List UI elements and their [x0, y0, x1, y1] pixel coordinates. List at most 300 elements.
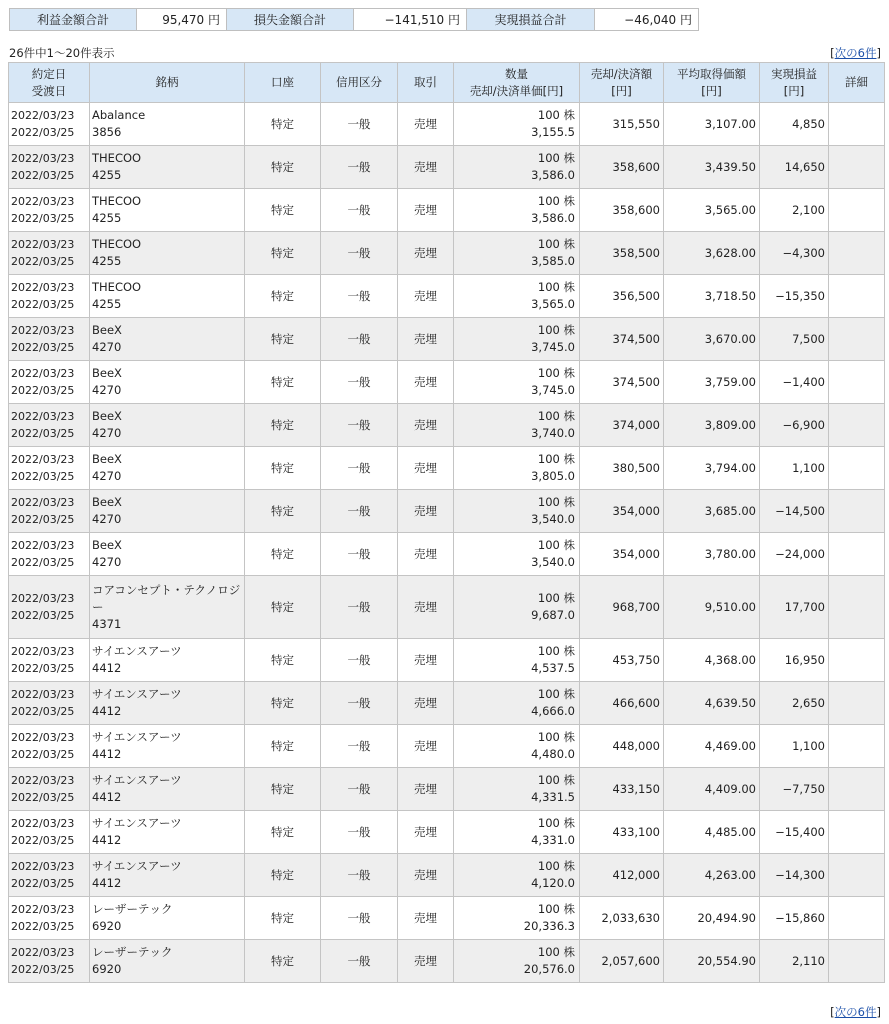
- detail-cell[interactable]: [829, 361, 885, 404]
- next-page-link[interactable]: 次の6件: [834, 46, 877, 60]
- table-row: [9, 146, 885, 189]
- table-row: [9, 533, 885, 576]
- stock-name: サイエンスアーツ: [92, 816, 182, 830]
- margin-cell: 一般: [321, 682, 398, 725]
- amount-cell: 433,150: [580, 768, 664, 811]
- stock-name: THECOO: [92, 194, 142, 208]
- detail-cell[interactable]: [829, 275, 885, 318]
- trade-date: 2022/03/23: [11, 731, 75, 744]
- amount-cell: 2,057,600: [580, 940, 664, 983]
- settle-date: 2022/03/25: [11, 470, 75, 483]
- net-total-label: 実現損益合計: [467, 9, 595, 31]
- stock-cell: [90, 275, 245, 318]
- margin-cell: 一般: [321, 897, 398, 940]
- unit-price: 3,745.0: [531, 383, 575, 397]
- summary-bar: [9, 8, 699, 31]
- margin-cell: 一般: [321, 361, 398, 404]
- margin-cell: 一般: [321, 318, 398, 361]
- trade-date: 2022/03/23: [11, 539, 75, 552]
- stock-cell: [90, 576, 245, 639]
- qty-cell: [454, 404, 580, 447]
- date-cell: [9, 897, 90, 940]
- pnl-cell: 14,650: [760, 146, 829, 189]
- trade-date: 2022/03/23: [11, 238, 75, 251]
- stock-code: 4270: [92, 469, 122, 483]
- table-row: [9, 404, 885, 447]
- margin-cell: 一般: [321, 103, 398, 146]
- pager-bottom: [830, 1004, 881, 1020]
- trade-date: 2022/03/23: [11, 860, 75, 873]
- date-cell: [9, 854, 90, 897]
- stock-name: BeeX: [92, 323, 122, 337]
- margin-cell: 一般: [321, 275, 398, 318]
- table-row: [9, 275, 885, 318]
- table-row: [9, 940, 885, 983]
- quantity: 100 株: [537, 452, 575, 466]
- account-cell: 特定: [245, 854, 321, 897]
- stock-cell: [90, 725, 245, 768]
- amount-cell: 358,600: [580, 189, 664, 232]
- settle-date: 2022/03/25: [11, 255, 75, 268]
- pnl-cell: 4,850: [760, 103, 829, 146]
- qty-cell: [454, 811, 580, 854]
- stock-name: THECOO: [92, 151, 142, 165]
- pnl-cell: −7,750: [760, 768, 829, 811]
- quantity: 100 株: [537, 538, 575, 552]
- settle-date: 2022/03/25: [11, 662, 75, 675]
- stock-cell: [90, 897, 245, 940]
- date-cell: [9, 275, 90, 318]
- stock-code: 4412: [92, 661, 122, 675]
- qty-cell: [454, 189, 580, 232]
- table-row: [9, 361, 885, 404]
- settle-date: 2022/03/25: [11, 427, 75, 440]
- pnl-cell: −15,400: [760, 811, 829, 854]
- header-avg: [664, 63, 760, 103]
- detail-cell[interactable]: [829, 146, 885, 189]
- account-cell: 特定: [245, 361, 321, 404]
- header-pnl: [760, 63, 829, 103]
- unit-price: 4,480.0: [531, 747, 575, 761]
- avg-cost-cell: 3,759.00: [664, 361, 760, 404]
- stock-code: 4255: [92, 211, 122, 225]
- detail-cell[interactable]: [829, 639, 885, 682]
- trade-date: 2022/03/23: [11, 688, 75, 701]
- trade-type-cell: 売埋: [398, 361, 454, 404]
- table-row: [9, 639, 885, 682]
- pnl-cell: −4,300: [760, 232, 829, 275]
- qty-cell: [454, 639, 580, 682]
- header-qty-label: 数量: [505, 66, 528, 81]
- detail-cell[interactable]: [829, 533, 885, 576]
- amount-cell: 374,500: [580, 361, 664, 404]
- stock-cell: [90, 682, 245, 725]
- stock-code: 4412: [92, 790, 122, 804]
- account-cell: 特定: [245, 318, 321, 361]
- quantity: 100 株: [537, 945, 575, 959]
- table-row: [9, 232, 885, 275]
- header-price-label: 売却/決済単価[円]: [469, 83, 564, 98]
- margin-cell: 一般: [321, 725, 398, 768]
- stock-cell: [90, 533, 245, 576]
- qty-cell: [454, 232, 580, 275]
- qty-cell: [454, 725, 580, 768]
- unit-price: 3,586.0: [531, 211, 575, 225]
- pnl-cell: −1,400: [760, 361, 829, 404]
- detail-cell[interactable]: [829, 189, 885, 232]
- settle-date: 2022/03/25: [11, 920, 75, 933]
- trade-date: 2022/03/23: [11, 946, 75, 959]
- stock-code: 4270: [92, 340, 122, 354]
- stock-name: THECOO: [92, 280, 142, 294]
- unit-price: 3,745.0: [531, 340, 575, 354]
- qty-cell: [454, 682, 580, 725]
- margin-cell: 一般: [321, 490, 398, 533]
- profit-total-value: 95,470 円: [137, 9, 227, 31]
- detail-cell[interactable]: [829, 897, 885, 940]
- settle-date: 2022/03/25: [11, 384, 75, 397]
- amount-cell: 968,700: [580, 576, 664, 639]
- pnl-cell: 2,110: [760, 940, 829, 983]
- trade-date: 2022/03/23: [11, 592, 75, 605]
- margin-cell: 一般: [321, 533, 398, 576]
- trade-type-cell: 売埋: [398, 103, 454, 146]
- avg-cost-cell: 3,670.00: [664, 318, 760, 361]
- quantity: 100 株: [537, 644, 575, 658]
- date-cell: [9, 725, 90, 768]
- stock-name: サイエンスアーツ: [92, 859, 182, 873]
- unit-price: 3,155.5: [531, 125, 575, 139]
- stock-name: コアコンセプト・テクノロジー: [92, 582, 241, 614]
- quantity: 100 株: [537, 816, 575, 830]
- quantity: 100 株: [537, 280, 575, 294]
- avg-cost-cell: 3,718.50: [664, 275, 760, 318]
- header-trade: 取引: [398, 63, 454, 103]
- date-cell: [9, 490, 90, 533]
- trade-history-table: [8, 62, 885, 983]
- account-cell: 特定: [245, 447, 321, 490]
- avg-cost-cell: 4,263.00: [664, 854, 760, 897]
- unit-price: 4,331.0: [531, 833, 575, 847]
- result-count: 26件中1～20件表示: [9, 46, 115, 60]
- stock-code: 4270: [92, 512, 122, 526]
- stock-name: BeeX: [92, 409, 122, 423]
- account-cell: 特定: [245, 725, 321, 768]
- settle-date: 2022/03/25: [11, 834, 75, 847]
- trade-type-cell: 売埋: [398, 768, 454, 811]
- amount-cell: 356,500: [580, 275, 664, 318]
- stock-name: THECOO: [92, 237, 142, 251]
- date-cell: [9, 404, 90, 447]
- settle-date: 2022/03/25: [11, 341, 75, 354]
- trade-date: 2022/03/23: [11, 453, 75, 466]
- unit-price: 4,537.5: [531, 661, 575, 675]
- pnl-cell: −6,900: [760, 404, 829, 447]
- trade-date: 2022/03/23: [11, 496, 75, 509]
- settle-date: 2022/03/25: [11, 556, 75, 569]
- table-row: [9, 576, 885, 639]
- detail-cell[interactable]: [829, 404, 885, 447]
- stock-cell: [90, 811, 245, 854]
- stock-code: 4255: [92, 254, 122, 268]
- stock-name: サイエンスアーツ: [92, 730, 182, 744]
- stock-name: BeeX: [92, 366, 122, 380]
- header-account: 口座: [245, 63, 321, 103]
- avg-cost-cell: 9,510.00: [664, 576, 760, 639]
- amount-cell: 412,000: [580, 854, 664, 897]
- account-cell: 特定: [245, 404, 321, 447]
- account-cell: 特定: [245, 576, 321, 639]
- unit-price: 3,540.0: [531, 555, 575, 569]
- detail-cell[interactable]: [829, 682, 885, 725]
- quantity: 100 株: [537, 409, 575, 423]
- date-cell: [9, 682, 90, 725]
- trade-type-cell: 売埋: [398, 854, 454, 897]
- date-cell: [9, 940, 90, 983]
- unit-price: 20,336.3: [523, 919, 575, 933]
- qty-cell: [454, 318, 580, 361]
- trade-date: 2022/03/23: [11, 109, 75, 122]
- unit-price: 3,805.0: [531, 469, 575, 483]
- avg-cost-cell: 4,409.00: [664, 768, 760, 811]
- profit-total-label: 利益金額合計: [10, 9, 137, 31]
- header-amount-unit: [円]: [611, 83, 632, 98]
- margin-cell: 一般: [321, 811, 398, 854]
- stock-code: 4412: [92, 704, 122, 718]
- quantity: 100 株: [537, 237, 575, 251]
- pnl-cell: 7,500: [760, 318, 829, 361]
- margin-cell: 一般: [321, 189, 398, 232]
- amount-cell: 358,500: [580, 232, 664, 275]
- stock-cell: [90, 854, 245, 897]
- qty-cell: [454, 103, 580, 146]
- table-row: [9, 682, 885, 725]
- settle-date: 2022/03/25: [11, 705, 75, 718]
- pager-bracket-close: ]: [876, 46, 881, 60]
- avg-cost-cell: 20,554.90: [664, 940, 760, 983]
- account-cell: 特定: [245, 768, 321, 811]
- date-cell: [9, 189, 90, 232]
- trade-date: 2022/03/23: [11, 324, 75, 337]
- table-row: [9, 768, 885, 811]
- pager-top: [830, 45, 881, 61]
- table-row: [9, 103, 885, 146]
- qty-cell: [454, 146, 580, 189]
- net-total-value: −46,040 円: [595, 9, 699, 31]
- pager-bracket-open: [: [830, 46, 835, 60]
- stock-cell: [90, 490, 245, 533]
- avg-cost-cell: 3,809.00: [664, 404, 760, 447]
- unit-price: 3,565.0: [531, 297, 575, 311]
- avg-cost-cell: 3,685.00: [664, 490, 760, 533]
- account-cell: 特定: [245, 533, 321, 576]
- qty-cell: [454, 940, 580, 983]
- detail-cell[interactable]: [829, 490, 885, 533]
- detail-cell[interactable]: [829, 811, 885, 854]
- stock-cell: [90, 940, 245, 983]
- avg-cost-cell: 3,628.00: [664, 232, 760, 275]
- settle-date: 2022/03/25: [11, 748, 75, 761]
- detail-cell[interactable]: [829, 576, 885, 639]
- amount-cell: 374,000: [580, 404, 664, 447]
- table-row: [9, 897, 885, 940]
- trade-type-cell: 売埋: [398, 275, 454, 318]
- stock-cell: [90, 639, 245, 682]
- qty-cell: [454, 533, 580, 576]
- account-cell: 特定: [245, 232, 321, 275]
- detail-cell[interactable]: [829, 940, 885, 983]
- account-cell: 特定: [245, 275, 321, 318]
- trade-type-cell: 売埋: [398, 490, 454, 533]
- header-pnl-label: 実現損益: [771, 66, 817, 81]
- margin-cell: 一般: [321, 576, 398, 639]
- amount-cell: 380,500: [580, 447, 664, 490]
- avg-cost-cell: 4,469.00: [664, 725, 760, 768]
- settle-date: 2022/03/25: [11, 513, 75, 526]
- unit-price: 4,120.0: [531, 876, 575, 890]
- settle-date: 2022/03/25: [11, 877, 75, 890]
- qty-cell: [454, 897, 580, 940]
- account-cell: 特定: [245, 940, 321, 983]
- detail-cell[interactable]: [829, 447, 885, 490]
- header-date: [9, 63, 90, 103]
- account-cell: 特定: [245, 682, 321, 725]
- settle-date: 2022/03/25: [11, 212, 75, 225]
- stock-code: 4270: [92, 555, 122, 569]
- trade-date: 2022/03/23: [11, 774, 75, 787]
- qty-cell: [454, 768, 580, 811]
- avg-cost-cell: 20,494.90: [664, 897, 760, 940]
- stock-code: 4270: [92, 383, 122, 397]
- settle-date: 2022/03/25: [11, 126, 75, 139]
- table-row: [9, 854, 885, 897]
- pnl-cell: −24,000: [760, 533, 829, 576]
- stock-code: 6920: [92, 962, 122, 976]
- margin-cell: 一般: [321, 232, 398, 275]
- stock-cell: [90, 146, 245, 189]
- settle-date: 2022/03/25: [11, 609, 75, 622]
- table-header: [9, 63, 885, 103]
- stock-name: サイエンスアーツ: [92, 644, 182, 658]
- stock-name: BeeX: [92, 452, 122, 466]
- stock-name: BeeX: [92, 538, 122, 552]
- account-cell: 特定: [245, 189, 321, 232]
- trade-type-cell: 売埋: [398, 447, 454, 490]
- unit-price: 4,666.0: [531, 704, 575, 718]
- header-margin: 信用区分: [321, 63, 398, 103]
- trade-type-cell: 売埋: [398, 940, 454, 983]
- account-cell: 特定: [245, 103, 321, 146]
- date-cell: [9, 576, 90, 639]
- loss-total-value: −141,510 円: [354, 9, 467, 31]
- avg-cost-cell: 3,107.00: [664, 103, 760, 146]
- header-pnl-unit: [円]: [783, 83, 805, 98]
- quantity: 100 株: [537, 773, 575, 787]
- unit-price: 3,740.0: [531, 426, 575, 440]
- quantity: 100 株: [537, 591, 575, 605]
- account-cell: 特定: [245, 146, 321, 189]
- trade-date: 2022/03/23: [11, 817, 75, 830]
- settle-date: 2022/03/25: [11, 298, 75, 311]
- amount-cell: 358,600: [580, 146, 664, 189]
- table-row: [9, 490, 885, 533]
- account-cell: 特定: [245, 897, 321, 940]
- stock-code: 4412: [92, 876, 122, 890]
- header-trade-date: 約定日: [31, 66, 67, 81]
- stock-code: 4371: [92, 616, 122, 631]
- pnl-cell: 2,100: [760, 189, 829, 232]
- stock-code: 4270: [92, 426, 122, 440]
- detail-cell[interactable]: [829, 768, 885, 811]
- stock-cell: [90, 361, 245, 404]
- pager-bracket-open: [: [830, 1005, 835, 1019]
- header-avg-label: 平均取得価額: [677, 66, 746, 81]
- trade-date: 2022/03/23: [11, 152, 75, 165]
- trade-type-cell: 売埋: [398, 533, 454, 576]
- trade-date: 2022/03/23: [11, 410, 75, 423]
- pnl-cell: −15,350: [760, 275, 829, 318]
- stock-name: レーザーテック: [92, 945, 173, 959]
- quantity: 100 株: [537, 323, 575, 337]
- next-page-link[interactable]: 次の6件: [834, 1005, 877, 1019]
- table-row: [9, 447, 885, 490]
- trade-type-cell: 売埋: [398, 318, 454, 361]
- stock-cell: [90, 404, 245, 447]
- unit-price: 3,540.0: [531, 512, 575, 526]
- quantity: 100 株: [537, 902, 575, 916]
- pnl-cell: −14,300: [760, 854, 829, 897]
- trade-date: 2022/03/23: [11, 281, 75, 294]
- qty-cell: [454, 361, 580, 404]
- detail-cell[interactable]: [829, 725, 885, 768]
- unit-price: 4,331.5: [531, 790, 575, 804]
- header-stock: 銘柄: [90, 63, 245, 103]
- trade-type-cell: 売埋: [398, 146, 454, 189]
- avg-cost-cell: 3,780.00: [664, 533, 760, 576]
- amount-cell: 354,000: [580, 490, 664, 533]
- qty-cell: [454, 854, 580, 897]
- header-detail: 詳細: [829, 63, 885, 103]
- stock-name: BeeX: [92, 495, 122, 509]
- stock-code: 4412: [92, 833, 122, 847]
- trade-date: 2022/03/23: [11, 195, 75, 208]
- stock-name: サイエンスアーツ: [92, 687, 182, 701]
- quantity: 100 株: [537, 730, 575, 744]
- stock-code: 4255: [92, 168, 122, 182]
- avg-cost-cell: 3,565.00: [664, 189, 760, 232]
- margin-cell: 一般: [321, 940, 398, 983]
- detail-cell[interactable]: [829, 232, 885, 275]
- detail-cell[interactable]: [829, 103, 885, 146]
- detail-cell[interactable]: [829, 854, 885, 897]
- amount-cell: 2,033,630: [580, 897, 664, 940]
- header-amount: [580, 63, 664, 103]
- amount-cell: 453,750: [580, 639, 664, 682]
- table-row: [9, 189, 885, 232]
- quantity: 100 株: [537, 108, 575, 122]
- amount-cell: 354,000: [580, 533, 664, 576]
- quantity: 100 株: [537, 151, 575, 165]
- pnl-cell: 16,950: [760, 639, 829, 682]
- amount-cell: 448,000: [580, 725, 664, 768]
- trade-type-cell: 売埋: [398, 232, 454, 275]
- quantity: 100 株: [537, 687, 575, 701]
- settle-date: 2022/03/25: [11, 169, 75, 182]
- pnl-cell: −14,500: [760, 490, 829, 533]
- date-cell: [9, 639, 90, 682]
- amount-cell: 433,100: [580, 811, 664, 854]
- detail-cell[interactable]: [829, 318, 885, 361]
